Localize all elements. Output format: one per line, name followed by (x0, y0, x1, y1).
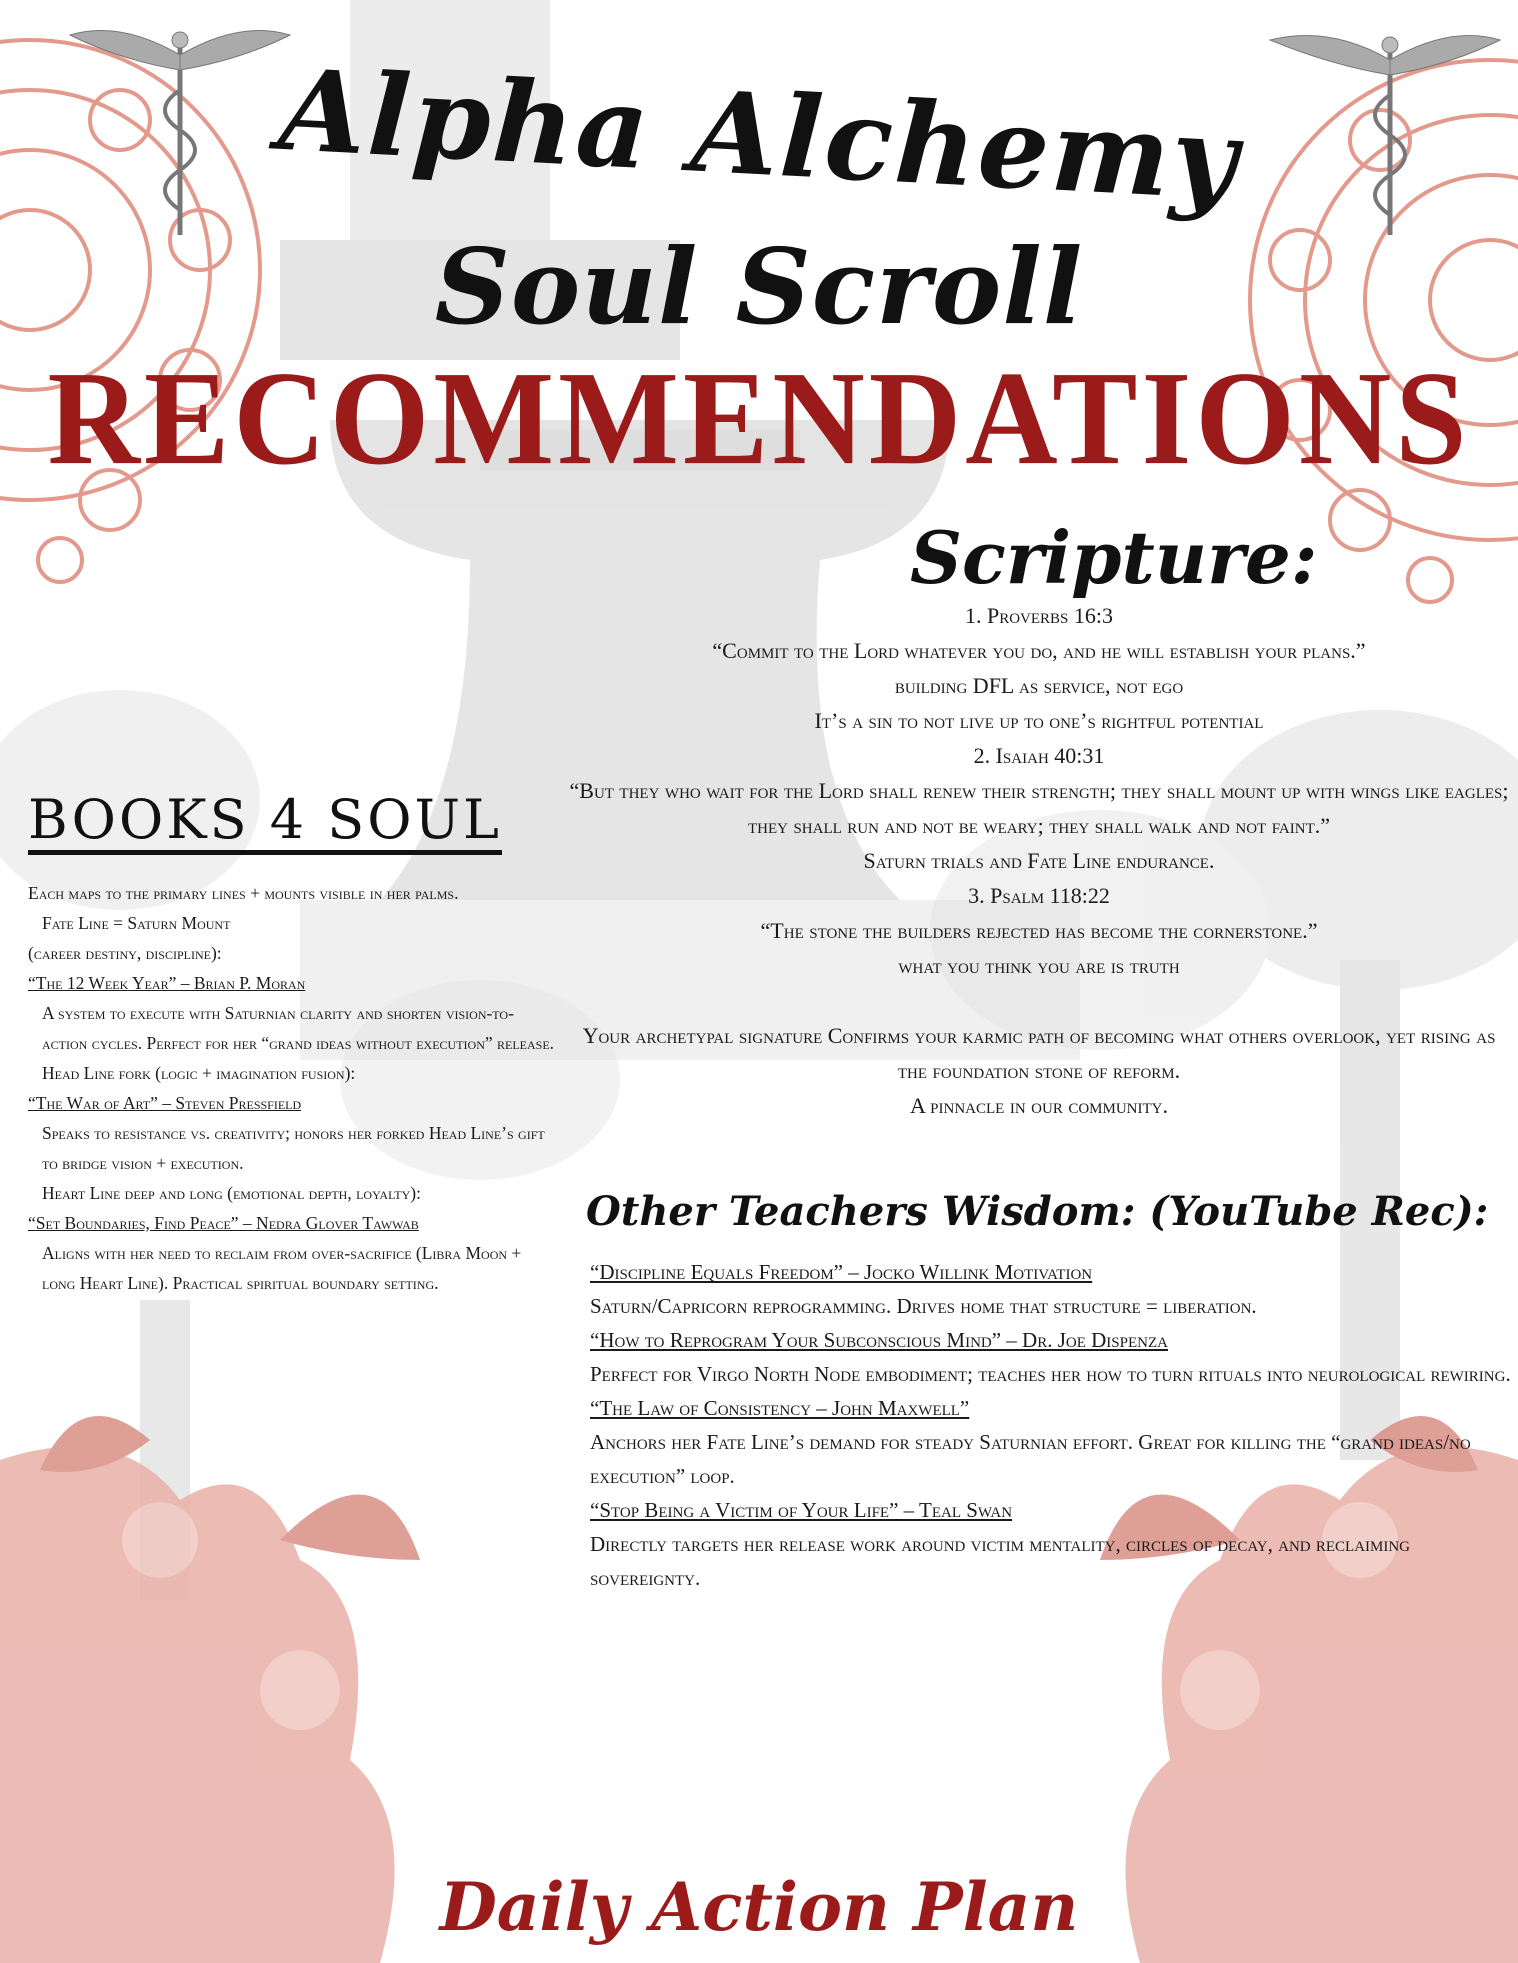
title-line-2: Soul Scroll (434, 225, 1084, 348)
scripture-line: 2. Isaiah 40:31 (973, 743, 1105, 768)
teachers-heading: Other Teachers Wisdom: (YouTube Rec): (586, 1188, 1489, 1235)
title-line-1: Alpha Alchemy (275, 44, 1243, 227)
scripture-line: “The stone the builders rejected has become the cornerstone.” (760, 918, 1318, 943)
video-description: Anchors her Fate Line’s demand for steady Saturnian effort. Great for killing the “grand ideas/no execution” loop. (590, 1430, 1471, 1488)
books-heading: BOOKS 4 SOUL (28, 790, 502, 855)
books-intro: Each maps to the primary lines + mounts visible in her palms. (28, 883, 459, 903)
book-description: Aligns with her need to reclaim from over-sacrifice (Libra Moon + long Heart Line). Practical spiritual boundary setting. (42, 1243, 522, 1293)
scripture-line: building DFL as service, not ego (894, 673, 1184, 698)
page-title: RECOMMENDATIONS (47, 343, 1471, 493)
video-title: “Stop Being a Victim of Your Life” – Teal Swan (590, 1498, 1013, 1522)
palm-line-label: Head Line fork (logic + imagination fusion): (42, 1063, 356, 1083)
book-description: Speaks to resistance vs. creativity; honors her forked Head Line’s gift to bridge vision + execution. (42, 1123, 545, 1173)
book-title: “Set Boundaries, Find Peace” – Nedra Glover Tawwab (28, 1213, 419, 1233)
teachers-list (568, 1255, 1518, 1595)
video-description: Perfect for Virgo North Node embodiment; teaches her how to turn rituals into neurological rewiring. (590, 1362, 1511, 1386)
scripture-line: Saturn trials and Fate Line endurance. (863, 848, 1215, 873)
scripture-line: 3. Psalm 118:22 (968, 883, 1110, 908)
scripture-line: what you think you are is truth (898, 953, 1180, 978)
book-title: “The War of Art” – Steven Pressfield (28, 1093, 302, 1113)
book-description: A system to execute with Saturnian clarity and shorten vision-to-action cycles. Perfect for her “grand ideas without execution” release. (42, 1003, 555, 1053)
scripture-line: “But they who wait for the Lord shall renew their strength; they shall mount up with wings like eagles; they shall run and not be weary; they shall walk and not faint.” (569, 778, 1509, 838)
scripture-heading: Scripture: (910, 515, 1318, 600)
daily-action-plan-heading: Daily Action Plan (439, 1868, 1079, 1946)
palm-line-label: Fate Line = Saturn Mount (42, 913, 231, 933)
scripture-line (560, 983, 1518, 1018)
book-title: “The 12 Week Year” – Brian P. Moran (28, 973, 306, 993)
palm-line-detail: (career destiny, discipline): (28, 943, 222, 963)
scripture-line: A pinnacle in our community. (909, 1093, 1168, 1118)
video-description: Directly targets her release work around victim mentality, circles of decay, and reclaiming sovereignty. (590, 1532, 1411, 1590)
scripture-line: Your archetypal signature Confirms your karmic path of becoming what others overlook, yet rising as the foundation stone of reform. (582, 1023, 1496, 1083)
scripture-line: 1. Proverbs 16:3 (964, 603, 1114, 628)
scripture-line: It’s a sin to not live up to one’s rightful potential (814, 708, 1264, 733)
books-list (28, 878, 558, 1298)
palm-line-label: Heart Line deep and long (emotional depth, loyalty): (42, 1183, 421, 1203)
scripture-line: “Commit to the Lord whatever you do, and he will establish your plans.” (712, 638, 1366, 663)
scripture-section (560, 598, 1518, 1123)
video-title: “The Law of Consistency – John Maxwell” (590, 1396, 970, 1420)
video-title: “How to Reprogram Your Subconscious Mind” – Dr. Joe Dispenza (590, 1328, 1168, 1352)
video-title: “Discipline Equals Freedom” – Jocko Willink Motivation (590, 1260, 1093, 1284)
video-description: Saturn/Capricorn reprogramming. Drives home that structure = liberation. (590, 1294, 1257, 1318)
